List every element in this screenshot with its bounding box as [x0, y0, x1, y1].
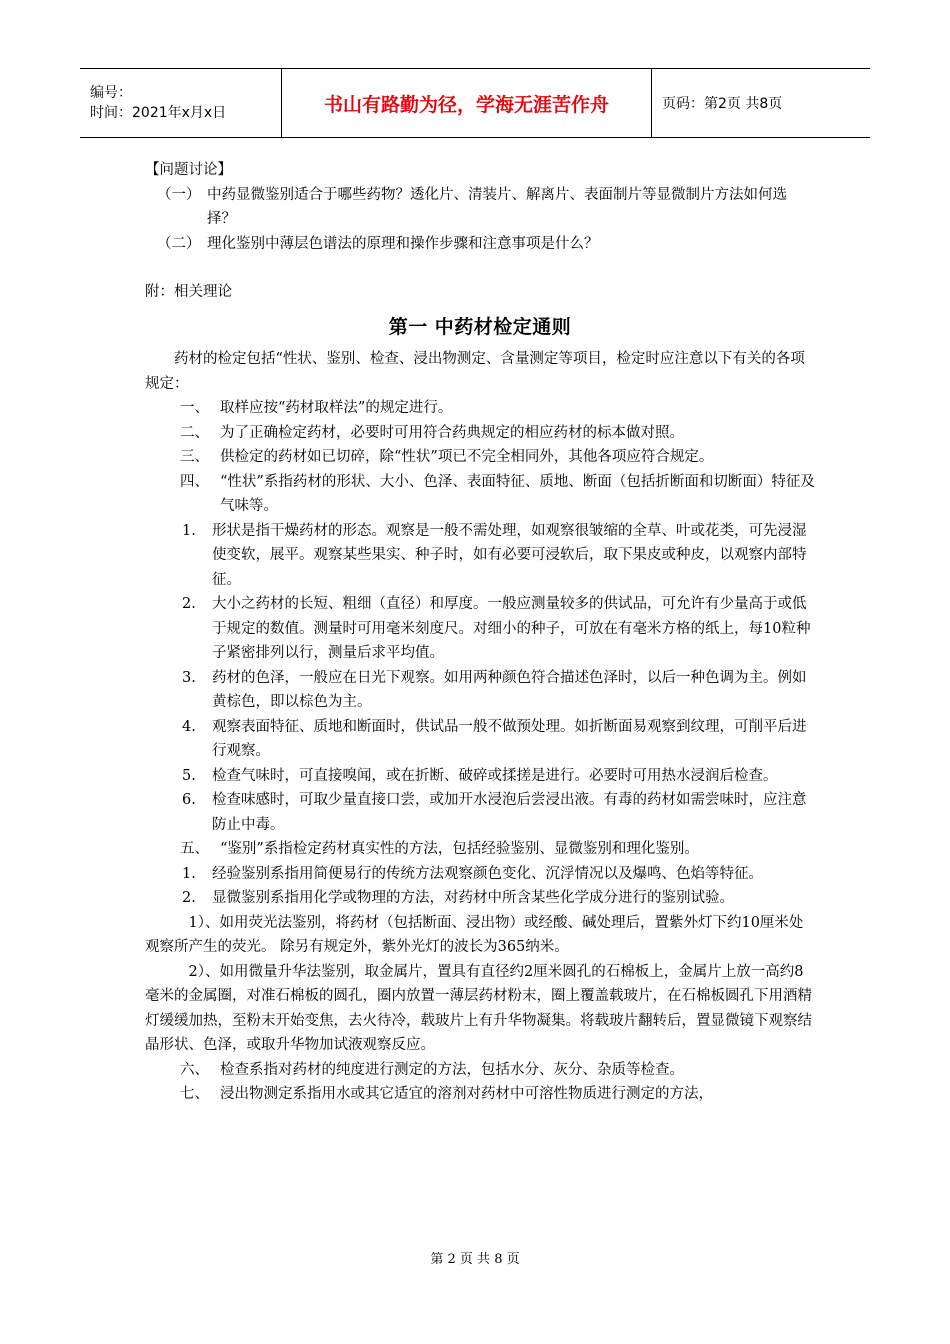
rule-text: 取样应按“药材取样法”的规定进行。 [220, 400, 453, 416]
rule-number: 二、 [180, 424, 209, 441]
question-text: 中药显微鉴别适合于哪些药物？透化片、清装片、解离片、表面制片等显微制片方法如何选择？ [207, 186, 787, 227]
intro-paragraph: 药材的检定包括“性状、鉴别、检查、浸出物测定、含量测定等项目，检定时应注意以下有关的各项规定： [145, 351, 805, 392]
rule-text: 供检定的药材如已切碎，除“性状”项已不完全相同外，其他各项应符合规定。 [220, 449, 714, 465]
rule-text: 检查系指对药材的纯度进行测定的方法，包括水分、灰分、杂质等检查。 [220, 1061, 684, 1078]
sub-item-number: 2. [182, 596, 196, 612]
sub-item-text: 大小之药材的长短、粗细（直径）和厚度。一般应测量较多的供试品，可允许有少量高于或低于规定的数值。测量时可用毫米刻度尺。对细小的种子，可放在有毫米方格的纸上，每10粒种子紧密排列以行，测量后求平均值。 [212, 596, 811, 661]
sub-item-text: 观察表面特征、质地和断面时，供试品一般不做预处理。如折断面易观察到纹理，可削平后进行观察。 [212, 718, 807, 759]
sub-item [145, 764, 815, 789]
rule-number: 四、 [180, 473, 209, 490]
sub-item [145, 519, 815, 593]
document-number-label: 编号： [90, 85, 132, 101]
discussion-question [145, 183, 815, 232]
method-paragraph: 2）、如用微量升华法鉴别，取金属片，置具有直径约2厘米圆孔的石棉板上，金属片上放一高约8毫米的金属圈，对准石棉板的圆孔，圈内放置一薄层药材粉末，圈上覆盖载玻片，在石棉板圆孔下用酒精灯缓缓加热，至粉末开始变焦，去火待冷，载玻片上有升华物凝集。将载玻片翻转后，置显微镜下观察结晶形状、色泽，或取升华物加试液观察反应。 [145, 963, 812, 1053]
question-number: （一） [157, 186, 201, 203]
rule-item [145, 470, 815, 519]
discussion-question [145, 232, 815, 257]
rule-text: 为了正确检定药材，必要时可用符合药典规定的相应药材的标本做对照。 [220, 424, 684, 441]
sub-item-number: 3. [182, 669, 196, 686]
sub-item [145, 592, 815, 666]
rule-text: 浸出物测定系指用水或其它适宜的溶剂对药材中可溶性物质进行测定的方法， [220, 1086, 713, 1102]
sub-item-number: 1. [182, 865, 196, 882]
rule-item [145, 1058, 815, 1083]
sub-item [145, 788, 815, 837]
page-info-text: 页码：第2页 共8页 [662, 96, 783, 112]
rule-text: “鉴别”系指检定药材真实性的方法，包括经验鉴别、显微鉴别和理化鉴别。 [220, 841, 699, 857]
sub-item-number: 6. [182, 792, 196, 808]
rule-number: 六、 [180, 1061, 209, 1078]
sub-item-text: 形状是指干燥药材的形态。观察是一般不需处理，如观察很皱缩的全草、叶或花类，可先浸湿使变软，展平。观察某些果实、种子时，如有必要可浸软后，取下果皮或种皮，以观察内部特征。 [212, 522, 807, 588]
sub-item-text: 药材的色泽，一般应在日光下观察。如用两种颜色符合描述色泽时，以后一种色调为主。例如黄棕色，即以棕色为主。 [212, 669, 807, 710]
rule-item [145, 1082, 815, 1107]
sub-item-number: 2. [182, 890, 196, 906]
rule-number: 三、 [180, 449, 209, 465]
motto-text: 书山有路勤为径，学海无涯苦作舟 [323, 93, 609, 116]
document-date: 时间：2021年x月x日 [90, 105, 227, 121]
rule-item [145, 445, 815, 470]
appendix-label: 附：相关理论 [145, 284, 232, 300]
sub-item-text: 显微鉴别系指用化学或物理的方法，对药材中所含某些化学成分进行的鉴别试验。 [212, 890, 734, 906]
rule-number: 五、 [180, 841, 209, 857]
document-body [145, 158, 815, 1107]
rule-item [145, 396, 815, 421]
question-text: 理化鉴别中薄层色谱法的原理和操作步骤和注意事项是什么？ [207, 235, 599, 252]
header-motto [281, 69, 652, 137]
sub-item-number: 5. [182, 767, 196, 784]
header-page-info [652, 69, 870, 137]
sub-item [145, 862, 815, 887]
page-header [80, 68, 870, 138]
sub-item-number: 1. [182, 522, 196, 539]
sub-item [145, 666, 815, 715]
rule-item [145, 837, 815, 862]
sub-item [145, 886, 815, 911]
discussion-heading: 【问题讨论】 [145, 162, 232, 178]
sub-item-text: 检查味感时，可取少量直接口尝，或加开水浸泡后尝浸出液。有毒的药材如需尝味时，应注意防止中毒。 [212, 792, 807, 833]
header-meta [80, 69, 281, 137]
sub-item-text: 经验鉴别系指用简便易行的传统方法观察颜色变化、沉浮情况以及爆鸣、色焰等特征。 [212, 865, 763, 882]
rule-text: “性状”系指药材的形状、大小、色泽、表面特征、质地、断面（包括折断面和切断面）特征及气味等。 [220, 473, 815, 514]
sub-item [145, 715, 815, 764]
chapter-title: 第一 中药材检定通则 [388, 315, 572, 338]
rule-item [145, 421, 815, 446]
rule-number: 一、 [180, 400, 209, 416]
question-number: （二） [157, 235, 201, 252]
method-paragraph: 1）、如用荧光法鉴别，将药材（包括断面、浸出物）或经酸、碱处理后，置紫外灯下约10厘米处观察所产生的荧光。 除另有规定外，紫外光灯的波长为365纳米。 [145, 914, 804, 955]
page-footer: 第 2 页 共 8 页 [430, 1252, 520, 1267]
sub-item-number: 4. [182, 718, 196, 735]
rule-number: 七、 [180, 1086, 209, 1102]
sub-item-text: 检查气味时，可直接嗅闻，或在折断、破碎或揉搓是进行。必要时可用热水浸润后检查。 [212, 767, 778, 784]
